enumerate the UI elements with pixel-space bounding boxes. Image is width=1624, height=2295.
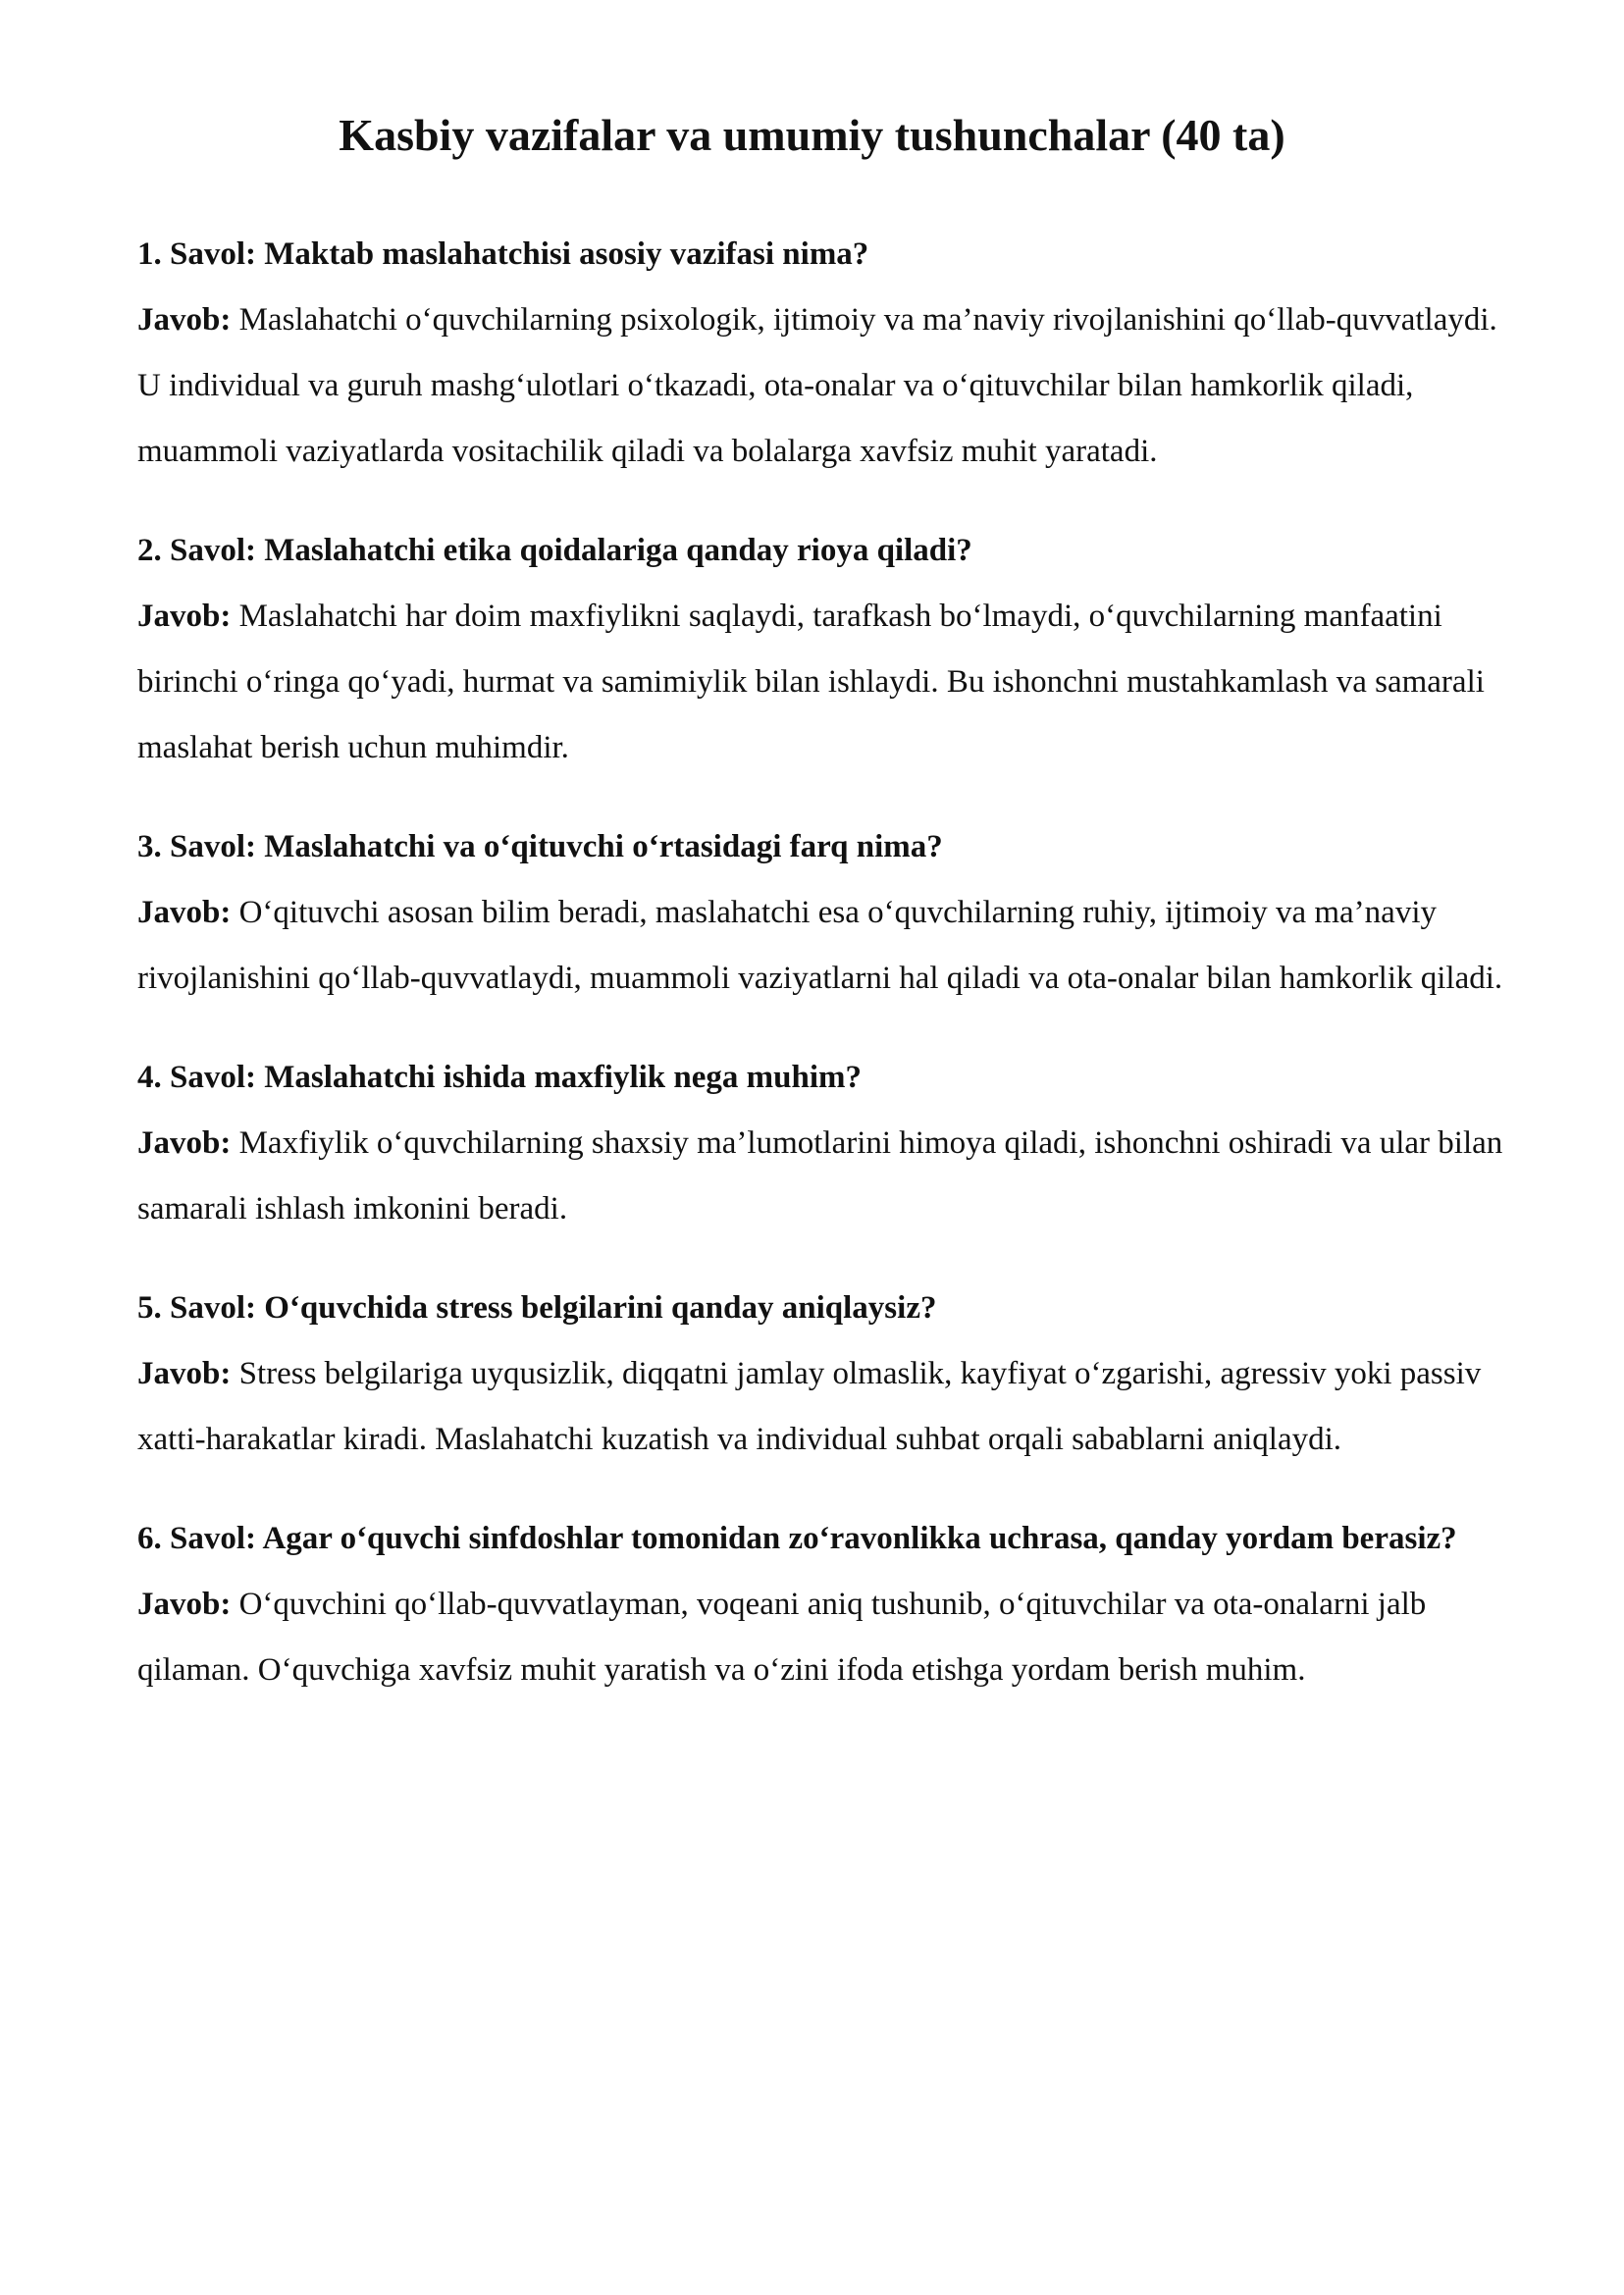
- qa-item-6: [137, 1506, 1506, 1703]
- answer-text-6: O‘quvchini qo‘llab-quvvatlayman, voqeani aniq tushunib, o‘qituvchilar va ota-onalarni jalb qilaman. O‘quvchiga xavfsiz muhit yaratish va o‘zini ifoda etishga yordam berish muhim.: [137, 1587, 1427, 1688]
- question-4: 4. Savol: Maslahatchi ishida maxfiylik nega muhim?: [137, 1060, 863, 1095]
- question-2: 2. Savol: Maslahatchi etika qoidalariga qanday rioya qiladi?: [137, 533, 972, 568]
- answer-label: Javob:: [137, 1356, 232, 1391]
- qa-list: [137, 222, 1506, 1737]
- document-title: Kasbiy vazifalar va umumiy tushunchalar (40 ta): [339, 110, 1285, 160]
- answer-text-1: Maslahatchi o‘quvchilarning psixologik, ijtimoiy va ma’naviy rivojlanishini qo‘llab-quvvatlaydi. U individual va guruh mashg‘ulotlari o‘tkazadi, ota-onalar va o‘qituvchilar bilan hamkorlik qiladi, muammoli vaziyatlarda vositachilik qiladi va bolalarga xavfsiz muhit yaratadi.: [137, 302, 1497, 469]
- answer-6: [137, 1572, 1506, 1703]
- qa-item-1: [137, 222, 1506, 485]
- answer-text-2: Maslahatchi har doim maxfiylikni saqlaydi, tarafkash bo‘lmaydi, o‘quvchilarning manfaatini birinchi o‘ringa qo‘yadi, hurmat va samimiylik bilan ishlaydi. Bu ishonchni mustahkamlash va samarali maslahat berish uchun muhimdir.: [137, 599, 1485, 765]
- answer-label: Javob:: [137, 302, 232, 338]
- answer-label: Javob:: [137, 895, 232, 930]
- question-1: 1. Savol: Maktab maslahatchisi asosiy vazifasi nima?: [137, 236, 869, 272]
- answer-2: [137, 584, 1506, 781]
- question-3: 3. Savol: Maslahatchi va o‘qituvchi o‘rtasidagi farq nima?: [137, 829, 943, 864]
- answer-3: [137, 880, 1506, 1012]
- answer-4: [137, 1111, 1506, 1242]
- qa-item-2: [137, 518, 1506, 781]
- question-5: 5. Savol: O‘quvchida stress belgilarini qanday aniqlaysiz?: [137, 1290, 937, 1326]
- answer-label: Javob:: [137, 599, 232, 634]
- question-6: 6. Savol: Agar o‘quvchi sinfdoshlar tomonidan zo‘ravonlikka uchrasa, qanday yordam berasiz?: [137, 1521, 1457, 1556]
- answer-text-5: Stress belgilariga uyqusizlik, diqqatni jamlay olmaslik, kayfiyat o‘zgarishi, agressiv yoki passiv xatti-harakatlar kiradi. Maslahatchi kuzatish va individual suhbat orqali sabablarni aniqlaydi.: [137, 1356, 1482, 1457]
- answer-text-3: O‘qituvchi asosan bilim beradi, maslahatchi esa o‘quvchilarning ruhiy, ijtimoiy va ma’naviy rivojlanishini qo‘llab-quvvatlaydi, muammoli vaziyatlarni hal qiladi va ota-onalar bilan hamkorlik qiladi.: [137, 895, 1503, 996]
- qa-item-4: [137, 1045, 1506, 1242]
- answer-label: Javob:: [137, 1125, 232, 1161]
- answer-1: [137, 287, 1506, 485]
- qa-item-3: [137, 814, 1506, 1012]
- answer-text-4: Maxfiylik o‘quvchilarning shaxsiy ma’lumotlarini himoya qiladi, ishonchni oshiradi va ular bilan samarali ishlash imkonini beradi.: [137, 1125, 1503, 1226]
- answer-5: [137, 1341, 1506, 1473]
- answer-label: Javob:: [137, 1587, 232, 1622]
- qa-item-5: [137, 1276, 1506, 1473]
